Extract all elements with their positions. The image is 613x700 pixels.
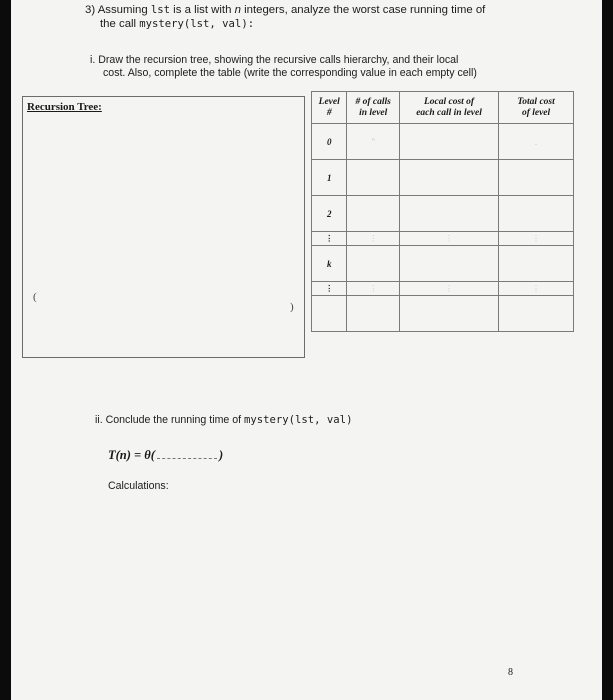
cost-table — [311, 91, 574, 332]
question-text-mid: is a list with — [170, 4, 235, 16]
question-text-after: integers, analyze the worst case running time of — [240, 4, 486, 16]
right-paren-mark: ) — [290, 301, 294, 313]
cell-total[interactable] — [499, 160, 574, 196]
header-local-cost: Local cost of each call in level — [399, 92, 498, 124]
cell-level: 1 — [312, 160, 347, 196]
table-row-ellipsis-1 — [312, 232, 574, 246]
cell-local: ⋮ — [399, 282, 498, 296]
left-paren-mark: ( — [33, 291, 37, 303]
cell-calls[interactable] — [347, 160, 400, 196]
cell-local[interactable] — [399, 196, 498, 232]
cell-calls[interactable] — [347, 296, 400, 332]
header-num-calls: # of calls in level — [347, 92, 400, 124]
cell-level[interactable] — [312, 296, 347, 332]
table-row-ellipsis-2 — [312, 282, 574, 296]
cell-total[interactable]: . — [499, 124, 574, 160]
table-row-level-1 — [312, 160, 574, 196]
table-row-level-2 — [312, 196, 574, 232]
cell-calls[interactable] — [347, 196, 400, 232]
cell-level: ⋮ — [312, 232, 347, 246]
cell-local: ⋮ — [399, 232, 498, 246]
cell-calls: ⋮ — [347, 232, 400, 246]
code-mystery-call: mystery(lst, val): — [139, 18, 255, 30]
code-lst: lst — [150, 4, 171, 16]
cell-total[interactable] — [499, 246, 574, 282]
cell-local[interactable] — [399, 296, 498, 332]
cost-table-header — [312, 92, 574, 124]
part-ii-code: mystery(lst, val) — [244, 414, 353, 426]
cell-calls[interactable] — [347, 246, 400, 282]
part-i-label: i. — [90, 54, 96, 66]
cell-level: 0 — [312, 124, 347, 160]
cell-local[interactable] — [399, 246, 498, 282]
cell-calls: ⋮ — [347, 282, 400, 296]
cell-level: ⋮ — [312, 282, 347, 296]
cell-local[interactable] — [399, 124, 498, 160]
page-number: 8 — [508, 667, 513, 678]
part-ii-instructions — [95, 414, 352, 426]
cell-level: k — [312, 246, 347, 282]
cell-total[interactable] — [499, 296, 574, 332]
part-i-instructions — [90, 54, 530, 80]
question-line2-text: the call — [100, 18, 140, 30]
cell-calls[interactable]: " — [347, 124, 400, 160]
header-total-cost: Total cost of level — [499, 92, 574, 124]
question-number: 3) — [85, 4, 96, 16]
cell-total[interactable] — [499, 196, 574, 232]
cell-level: 2 — [312, 196, 347, 232]
part-ii-label: ii. — [95, 414, 103, 426]
recursion-tree-box[interactable] — [22, 96, 305, 358]
part-ii-text: Conclude the running time of — [105, 414, 245, 426]
recursion-tree-label: Recursion Tree: — [27, 101, 102, 113]
table-row-level-0 — [312, 124, 574, 160]
question-subline — [100, 18, 254, 30]
cell-total: ⋮ — [499, 282, 574, 296]
cell-total: ⋮ — [499, 232, 574, 246]
cell-local[interactable] — [399, 160, 498, 196]
calculations-label: Calculations: — [108, 480, 169, 492]
var-n: n — [234, 4, 241, 16]
table-row-level-k — [312, 246, 574, 282]
part-i-line2: cost. Also, complete the table (write the corresponding value in each empty cell) — [103, 67, 477, 79]
header-level: Level # — [312, 92, 347, 124]
running-time-formula — [108, 448, 223, 463]
part-i-line1: Draw the recursion tree, showing the recursive calls hierarchy, and their local — [98, 54, 459, 66]
right-black-margin — [602, 0, 613, 700]
table-row-last-level — [312, 296, 574, 332]
formula-lhs: T(n) = θ( — [108, 448, 155, 462]
answer-blank[interactable] — [157, 449, 217, 459]
question-text-before: Assuming — [97, 4, 151, 16]
question-title — [85, 3, 485, 18]
left-black-margin — [0, 0, 11, 700]
formula-rhs: ) — [218, 448, 224, 462]
